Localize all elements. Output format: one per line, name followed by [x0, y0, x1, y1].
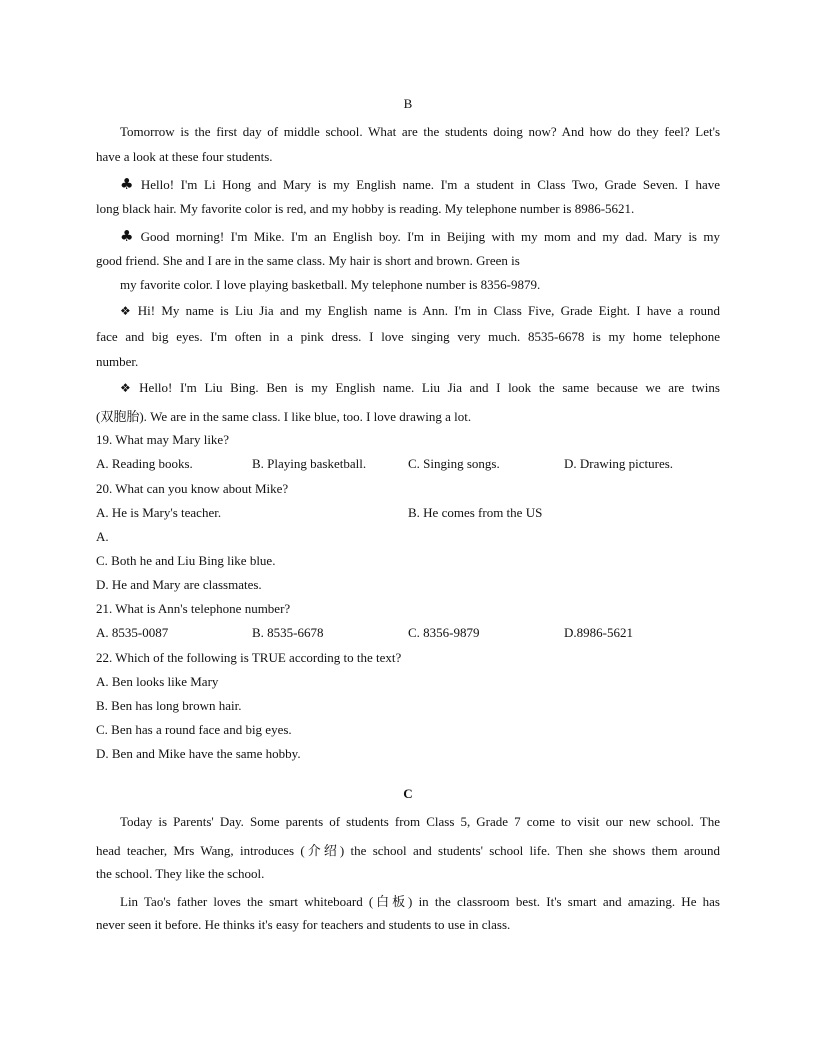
section-c-p1-line-1: Today is Parents' Day. Some parents of students from Class 5, Grade 7 come to visit our new school. The [120, 814, 720, 829]
section-c-p2-line-2: never seen it before. He thinks it's easy for teachers and students to use in class. [96, 917, 511, 932]
section-c-title: C [403, 786, 413, 801]
option-c: C. Both he and Liu Bing like blue. [96, 553, 276, 568]
option-b-continuation: A. [96, 529, 109, 544]
mike-line-1: ♣ Good morning! I'm Mike. I'm an English boy. I'm in Beijing with my mom and my dad. Mary is my [120, 227, 720, 245]
intro-line-2: have a look at these four students. [96, 149, 273, 164]
liu-jia-line-3: number. [96, 354, 139, 369]
section-c-p2-line-1: Lin Tao's father loves the smart whiteboard (白板) in the classroom best. It's smart and amazing. He has [120, 894, 720, 909]
club-bullet-icon: ♣ [120, 227, 137, 245]
option-a: A. 8535-0087 [96, 625, 169, 640]
option-c: C. Singing songs. [408, 456, 500, 471]
li-hong-line-1: ♣ Hello! I'm Li Hong and Mary is my English name. I'm a student in Class Two, Grade Seven. I have [120, 175, 721, 193]
option-d: D. Drawing pictures. [564, 456, 674, 471]
question-22-stem: 22. Which of the following is TRUE according to the text? [96, 650, 402, 665]
mike-line-2: good friend. She and I are in the same class. My hair is short and brown. Green is [96, 253, 520, 268]
question-20-stem: 20. What can you know about Mike? [96, 481, 289, 496]
section-c-p1-line-3: the school. They like the school. [96, 866, 265, 881]
option-b: B. 8535-6678 [252, 625, 324, 640]
club-bullet-icon: ♣ [120, 175, 137, 193]
question-21-stem: 21. What is Ann's telephone number? [96, 601, 291, 616]
question-19-options [96, 456, 720, 474]
option-d: D. He and Mary are classmates. [96, 577, 262, 592]
question-19-stem: 19. What may Mary like? [96, 432, 229, 447]
option-c: C. 8356-9879 [408, 625, 480, 640]
option-b: B. Ben has long brown hair. [96, 698, 242, 713]
section-b-title: B [403, 96, 413, 111]
liu-jia-line-2: face and big eyes. I'm often in a pink dress. I love singing very much. 8535-6678 is my home telephone [96, 329, 720, 344]
option-c: C. Ben has a round face and big eyes. [96, 722, 292, 737]
option-a: A. Reading books. [96, 456, 193, 471]
option-d: D. Ben and Mike have the same hobby. [96, 746, 301, 761]
section-c-p1-line-2: head teacher, Mrs Wang, introduces (介绍) the school and students' school life. Then she shows them around [96, 843, 720, 858]
diamond-bullet-icon: ❖ [120, 304, 134, 318]
option-d: D.8986-5621 [564, 625, 633, 640]
question-21-options [96, 625, 720, 643]
li-hong-line-2: long black hair. My favorite color is red, and my hobby is reading. My telephone number is 8986-5621. [96, 201, 635, 216]
option-b: B. He comes from the US [408, 505, 543, 520]
option-b: B. Playing basketball. [252, 456, 367, 471]
option-a: A. He is Mary's teacher. [96, 505, 222, 520]
intro-line-1: Tomorrow is the first day of middle school. What are the students doing now? And how do they feel? Let's [120, 124, 720, 139]
liu-jia-line-1: ❖ Hi! My name is Liu Jia and my English name is Ann. I'm in Class Five, Grade Eight. I have a round [120, 303, 721, 318]
question-20-options-row-1 [96, 505, 720, 523]
liu-bing-line-2: (双胞胎). We are in the same class. I like blue, too. I love drawing a lot. [96, 409, 472, 424]
liu-bing-line-1: ❖ Hello! I'm Liu Bing. Ben is my English name. Liu Jia and I look the same because we are twins [120, 380, 720, 395]
diamond-bullet-icon: ❖ [120, 381, 136, 395]
mike-line-3: my favorite color. I love playing basketball. My telephone number is 8356-9879. [120, 277, 541, 292]
option-a: A. Ben looks like Mary [96, 674, 219, 689]
